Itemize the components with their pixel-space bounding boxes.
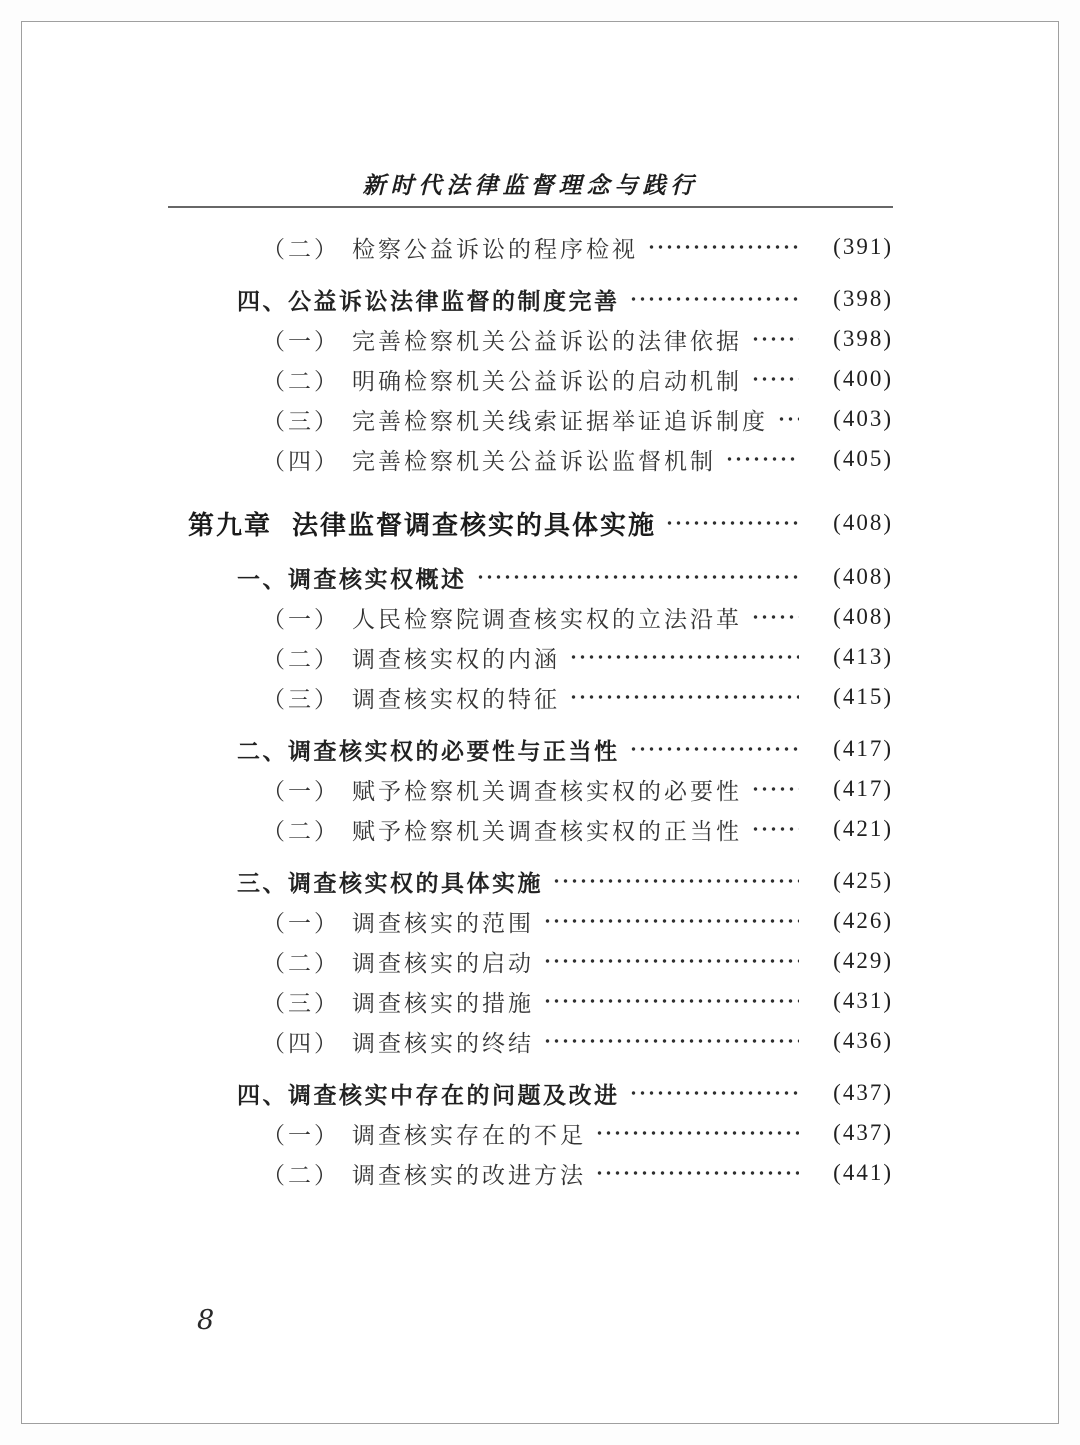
toc-entry: [188, 597, 893, 637]
toc-entry-title: 调查核实的措施: [352, 990, 534, 1016]
toc-entry-title: 赋予检察机关调查核实权的正当性: [352, 818, 742, 844]
toc-entry-title: 完善检察机关公益诉讼监督机制: [352, 448, 716, 474]
dot-leader: [552, 861, 799, 901]
toc-entry-label: 三、: [237, 870, 288, 896]
toc-entry-page: (426): [833, 908, 893, 933]
toc-entry: [188, 901, 893, 941]
dot-leader: [777, 399, 799, 439]
toc-entry-label: （三）: [262, 990, 340, 1016]
toc-entry-label: （三）: [262, 408, 340, 434]
dot-leader: [543, 941, 799, 981]
toc-entry: [188, 227, 893, 267]
toc-entry-title: 明确检察机关公益诉讼的启动机制: [352, 368, 742, 394]
dot-leader: [665, 501, 799, 545]
toc-entry-page: (408): [833, 510, 893, 535]
toc-entry-page: (425): [833, 868, 893, 893]
toc-entry-title: 调查核实权概述: [288, 566, 467, 592]
toc-entry: [188, 399, 893, 439]
toc-entry: [188, 279, 893, 319]
toc-entry-page: (408): [833, 564, 893, 589]
toc-entry-label: （一）: [262, 910, 340, 936]
toc-entry-title: 法律监督调查核实的具体实施: [292, 509, 657, 540]
toc-entry-title: 完善检察机关线索证据举证追诉制度: [352, 408, 768, 434]
toc-entry-label: （一）: [262, 778, 340, 804]
toc-entry: [188, 981, 893, 1021]
dot-leader: [751, 359, 799, 399]
toc-entry-label: （二）: [262, 1162, 340, 1188]
dot-leader: [569, 677, 799, 717]
toc-entry-label: 一、: [237, 566, 288, 592]
dot-leader: [751, 769, 799, 809]
toc-entry: [188, 809, 893, 849]
toc-entry: [188, 729, 893, 769]
dot-leader: [595, 1113, 799, 1153]
toc-entry-title: 检察公益诉讼的程序检视: [352, 236, 638, 262]
toc-entry: [188, 677, 893, 717]
toc-entry-title: 完善检察机关公益诉讼的法律依据: [352, 328, 742, 354]
toc-entry-title: 调查核实权的内涵: [352, 646, 560, 672]
running-head-title: 新时代法律监督理念与践行: [362, 173, 699, 198]
dot-leader: [569, 637, 799, 677]
page-number: 8: [197, 1305, 215, 1336]
dot-leader: [751, 319, 799, 359]
toc-entry-label: （三）: [262, 686, 340, 712]
toc-entry-title: 调查核实的范围: [352, 910, 534, 936]
toc-entry-label: （一）: [262, 1122, 340, 1148]
dot-leader: [751, 597, 799, 637]
toc-entry-page: (417): [833, 736, 893, 761]
toc-entry-page: (405): [833, 446, 893, 471]
toc-entry-label: 第九章: [188, 509, 273, 540]
toc-entry-label: （二）: [262, 236, 340, 262]
toc-entry-page: (417): [833, 776, 893, 801]
toc-entry: [188, 1113, 893, 1153]
toc-entry-title: 调查核实的改进方法: [352, 1162, 586, 1188]
toc-entry-page: (441): [833, 1160, 893, 1185]
toc-entry-page: (400): [833, 366, 893, 391]
toc-entry: [188, 861, 893, 901]
toc-entry: [188, 1153, 893, 1193]
toc-entry-page: (403): [833, 406, 893, 431]
toc-entry-page: (415): [833, 684, 893, 709]
toc-entry: [188, 1021, 893, 1061]
toc-entry-page: (421): [833, 816, 893, 841]
toc-entry: [188, 769, 893, 809]
dot-leader: [543, 981, 799, 1021]
dot-leader: [476, 557, 800, 597]
toc-entry-label: （一）: [262, 606, 340, 632]
dot-leader: [629, 729, 800, 769]
dot-leader: [725, 439, 799, 479]
dot-leader: [543, 1021, 799, 1061]
toc-entry-page: (437): [833, 1080, 893, 1105]
toc-entry-label: （一）: [262, 328, 340, 354]
dot-leader: [629, 1073, 800, 1113]
toc-entry-label: 四、: [237, 288, 288, 314]
toc-entry-page: (437): [833, 1120, 893, 1145]
toc-entry: [188, 557, 893, 597]
dot-leader: [629, 279, 800, 319]
toc-entry-label: （四）: [262, 448, 340, 474]
dot-leader: [647, 227, 799, 267]
toc-entry-label: （二）: [262, 646, 340, 672]
dot-leader: [543, 901, 799, 941]
toc-entry: [188, 501, 893, 545]
toc-entry-title: 调查核实的启动: [352, 950, 534, 976]
toc-entry-page: (436): [833, 1028, 893, 1053]
dot-leader: [595, 1153, 799, 1193]
toc-entry-title: 调查核实中存在的问题及改进: [288, 1082, 620, 1108]
header-rule: [168, 206, 893, 208]
toc-entry: [188, 637, 893, 677]
toc-entry: [188, 439, 893, 479]
toc-entry-label: 四、: [237, 1082, 288, 1108]
toc-entry-page: (398): [833, 326, 893, 351]
toc-list: [188, 227, 893, 1193]
toc-entry-page: (391): [833, 234, 893, 259]
toc-entry-label: （二）: [262, 818, 340, 844]
toc-entry-page: (408): [833, 604, 893, 629]
toc-entry-title: 调查核实权的具体实施: [288, 870, 543, 896]
toc-entry-title: 调查核实的终结: [352, 1030, 534, 1056]
toc-entry-label: （二）: [262, 368, 340, 394]
toc-entry-title: 调查核实权的必要性与正当性: [288, 738, 620, 764]
toc-entry: [188, 319, 893, 359]
toc-entry-label: 二、: [237, 738, 288, 764]
toc-entry-title: 调查核实权的特征: [352, 686, 560, 712]
toc-entry-page: (429): [833, 948, 893, 973]
toc-entry: [188, 941, 893, 981]
toc-entry-page: (413): [833, 644, 893, 669]
toc-entry-page: (398): [833, 286, 893, 311]
toc-entry-label: （四）: [262, 1030, 340, 1056]
toc-entry-title: 调查核实存在的不足: [352, 1122, 586, 1148]
toc-entry-title: 人民检察院调查核实权的立法沿革: [352, 606, 742, 632]
toc-entry-title: 赋予检察机关调查核实权的必要性: [352, 778, 742, 804]
dot-leader: [751, 809, 799, 849]
toc-entry: [188, 1073, 893, 1113]
toc-entry-label: （二）: [262, 950, 340, 976]
toc-entry-page: (431): [833, 988, 893, 1013]
toc-entry: [188, 359, 893, 399]
toc-entry-title: 公益诉讼法律监督的制度完善: [288, 288, 620, 314]
